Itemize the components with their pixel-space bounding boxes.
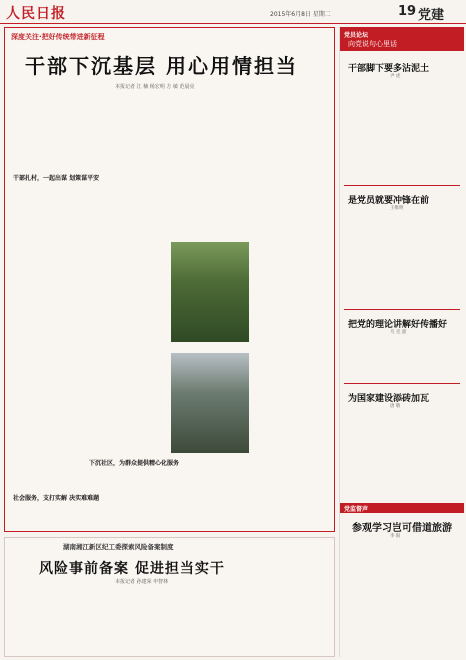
article-author: 乌 克 旋 [390,330,407,335]
masthead: 人民日报 [6,6,66,22]
section-rule [344,309,460,310]
opinion-heading: 向党说句心里话 [348,40,397,48]
article-title: 为国家建设添砖加瓦 [348,394,430,404]
bottom-byline: 本报记者 孙建荣 申智林 [115,579,169,585]
subhead-3: 社会服务，支打实解 决实难难题 [13,495,100,502]
main-kicker: 深度关注·把好传统带进新征程 [11,33,105,41]
article-author: 尹 虎 [390,74,401,79]
bottom-title: 风险事前备案 促进担当实干 [39,561,225,577]
subhead-1: 干部扎村，一起出谋 划策谋平安 [13,175,100,182]
article-title: 是党员就要冲锋在前 [348,196,430,206]
section-rule [344,383,460,384]
main-byline: 本报记者 江 楠 杨宏明 方 敏 范晨亮 [115,84,195,90]
opinion-banner [340,27,464,51]
watch-tag: 党监督声 [344,506,369,513]
opinion-tag: 党员论坛 [344,32,369,39]
dateline: 2015年6月8日 星期二 [270,11,331,18]
bottom-kicker: 湖南湘江新区纪工委探索风险备案制度 [63,543,174,551]
article-author: 唐 敬 [390,404,401,409]
article-author: 王维明 [390,206,404,211]
section-title: 党建 [418,8,445,23]
subhead-2: 下沉社区，为群众提供精心化服务 [89,460,180,467]
main-story [4,27,335,532]
bottom-story [4,537,335,657]
article-title: 把党的理论讲解好传播好 [348,320,448,330]
main-title: 干部下沉基层 用心用情担当 [25,54,298,78]
page-number: 19 [398,4,417,19]
article-title: 干部脚下要多沾泥土 [348,64,430,74]
section-rule [344,185,460,186]
photo-greenhouse [171,242,249,342]
page-header [0,0,466,24]
photo-village [171,353,249,453]
watch-author: 李 阳 [390,534,401,539]
watch-title: 参观学习岂可借道旅游 [352,523,452,534]
right-column [339,27,463,657]
watch-banner [340,503,464,513]
